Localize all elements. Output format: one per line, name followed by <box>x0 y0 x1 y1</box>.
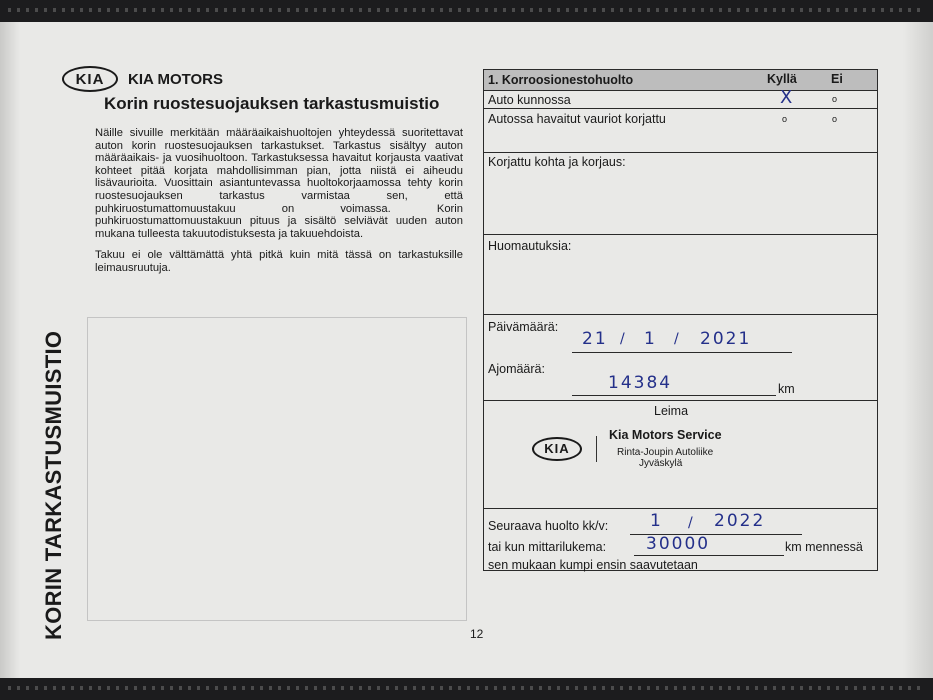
col-yes-header: Kyllä <box>767 72 797 86</box>
form-header <box>484 70 877 90</box>
next-service-label: Seuraava huolto kk/v: <box>488 519 609 533</box>
row-auto-ok <box>484 87 877 109</box>
section-title: 1. Korroosionestohuolto <box>488 73 634 87</box>
yes-radio-2[interactable]: o <box>782 114 788 124</box>
next-month[interactable]: 1 <box>650 511 663 531</box>
stamp-divider <box>596 436 597 462</box>
intro-text <box>95 127 463 284</box>
stamp-label: Leima <box>654 404 689 418</box>
date-line <box>572 352 792 353</box>
next-mileage[interactable]: 30000 <box>646 534 711 554</box>
page-title: Korin ruostesuojauksen tarkastusmuistio <box>104 94 440 113</box>
or-mileage-label: tai kun mittarilukema: <box>488 540 607 554</box>
kia-motors-logo <box>62 66 223 92</box>
stamp-dealer: Rinta-Joupin Autoliike <box>617 447 714 458</box>
next-mileage-line <box>634 555 784 556</box>
stamp-text <box>609 428 722 469</box>
date-day[interactable]: 21 <box>582 329 608 349</box>
row-damage-fixed <box>484 108 877 127</box>
stamp-service-name: Kia Motors Service <box>609 428 722 442</box>
no-radio-2[interactable]: o <box>832 114 838 124</box>
mileage-line <box>572 395 776 396</box>
date-sep-1: / <box>620 331 627 347</box>
inspection-form <box>483 69 878 571</box>
notes-section <box>484 234 877 315</box>
whichever-label: sen mukaan kumpi ensin saavutetaan <box>488 558 698 572</box>
date-label: Päivämäärä: <box>488 320 559 334</box>
no-radio-1[interactable]: o <box>832 94 838 104</box>
col-no-header: Ei <box>831 72 843 86</box>
ring-binding-bottom <box>0 678 933 700</box>
km-unit: km <box>778 382 795 396</box>
mileage-value[interactable]: 14384 <box>608 373 673 393</box>
row-damage-fixed-label: Autossa havaitut vauriot korjattu <box>488 112 666 126</box>
repair-section <box>484 152 877 235</box>
brand-name: KIA MOTORS <box>128 70 224 88</box>
dealer-stamp <box>532 428 722 469</box>
intro-paragraph-1: Näille sivuille merkitään määräaikaishuoltojen yhteydessä suoritettavat auton korin ruostesuojauksen tarkastukset. Tarkastus sisältyy auton määräaikais- ja vuosihuoltoon. Tarkastuksessa havaitut korjausta vaativat kohteet pitää korjata mahdollisimman pian, jotta niistä ei aiheudu lisävaurioita. Vuosittain asiantuntevassa huoltokorjaamossa tehty korin ruostesuojauksen tarkastus varmistaa sen, että puhkiruostumattomuustakuu on voimassa. Korin puhkiruostumattomuustakuun pituus ja sisältö selviävät uuden auton mukana tulleesta takuutodistuksesta ja takuuehdoista. <box>95 127 463 240</box>
stamp-city: Jyväskylä <box>639 458 683 469</box>
show-through-box <box>87 317 467 621</box>
intro-paragraph-2: Takuu ei ole välttämättä yhtä pitkä kuin mitä tässä on tarkastuksille leimausruutuja. <box>95 249 463 274</box>
yes-checkmark[interactable]: X <box>780 87 795 108</box>
page-number: 12 <box>470 627 484 641</box>
mileage-label: Ajomäärä: <box>488 362 545 376</box>
date-mileage-section <box>484 314 877 401</box>
date-month[interactable]: 1 <box>644 329 657 349</box>
next-service-section <box>484 508 877 571</box>
next-sep: / <box>688 515 695 531</box>
stamp-kia-logo-icon: KIA <box>532 437 582 461</box>
vertical-section-title: KORIN TARKASTUSMUISTIO <box>41 330 66 640</box>
row-auto-ok-label: Auto kunnossa <box>488 93 571 107</box>
date-year[interactable]: 2021 <box>700 329 752 349</box>
kia-logo-icon: KIA <box>62 66 118 92</box>
km-by-label: km mennessä <box>785 540 863 554</box>
notes-label: Huomautuksia: <box>488 239 572 253</box>
next-year[interactable]: 2022 <box>714 511 766 531</box>
date-sep-2: / <box>674 331 681 347</box>
ring-binding-top <box>0 0 933 22</box>
repair-label: Korjattu kohta ja korjaus: <box>488 155 626 169</box>
